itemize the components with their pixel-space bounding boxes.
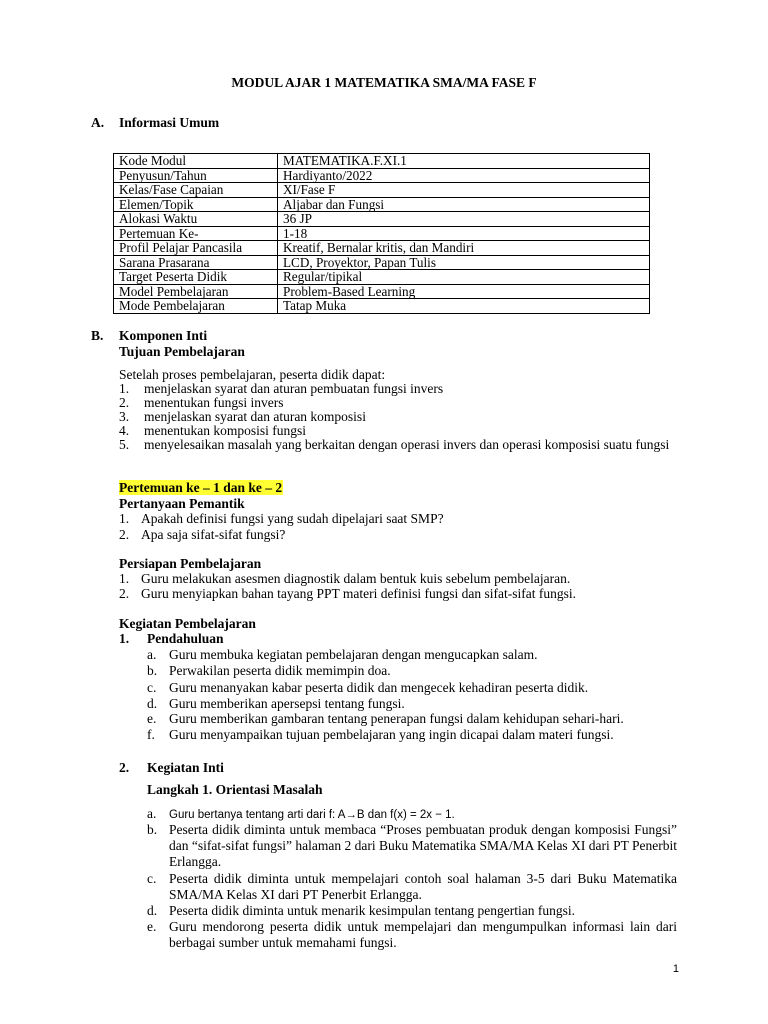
list-item: e. Guru memberikan gambaran tentang penerapan fungsi dalam kehidupan sehari-hari. (147, 711, 624, 726)
section-letter: B. (91, 328, 104, 343)
kegiatan-heading: Kegiatan Pembelajaran (119, 616, 256, 631)
list-item: 5. menyelesaikan masalah yang berkaitan dengan operasi invers dan operasi komposisi suatu fungsi (119, 437, 670, 452)
section-a-heading (91, 115, 219, 130)
table-key-cell: Target Peserta Didik (114, 270, 278, 285)
table-value-cell: Tatap Muka (278, 299, 650, 314)
tujuan-heading: Tujuan Pembelajaran (119, 344, 245, 359)
table-key-cell: Mode Pembelajaran (114, 299, 278, 314)
table-row (114, 284, 650, 299)
list-item: 1. menjelaskan syarat dan aturan pembuatan fungsi invers (119, 381, 444, 396)
list-item: 2. menentukan fungsi invers (119, 395, 284, 410)
page-number: 1 (672, 963, 679, 975)
section-title: Informasi Umum (119, 115, 220, 130)
table-key-cell: Pertemuan Ke- (114, 226, 278, 241)
info-table (113, 153, 650, 314)
list-item: d. Guru memberikan apersepsi tentang fungsi. (147, 696, 405, 711)
table-row (114, 197, 650, 212)
list-item: 1. Guru melakukan asesmen diagnostik dalam bentuk kuis sebelum pembelajaran. (119, 571, 571, 586)
list-item: b. Peserta didik diminta untuk membaca “Proses pembuatan produk dengan komposisi Fungsi” dan “sifat-sifat fungsi” halaman 2 dari Buku Matematika SMA/MA Kelas XI dari PT Penerbit Erlangga. (147, 822, 677, 869)
list-item: 3. menjelaskan syarat dan aturan komposisi (119, 409, 366, 424)
table-row (114, 168, 650, 183)
table-row (114, 241, 650, 256)
persiapan-heading: Persiapan Pembelajaran (119, 556, 262, 571)
list-item: e. Guru mendorong peserta didik untuk mempelajari dan mengumpulkan informasi lain dari berbagai sumber untuk memahami fungsi. (147, 919, 677, 950)
table-value-cell: LCD, Proyektor, Papan Tulis (278, 255, 650, 270)
table-value-cell: Regular/tipikal (278, 270, 650, 285)
langkah-heading: Langkah 1. Orientasi Masalah (147, 782, 323, 797)
list-item: c. Guru menanyakan kabar peserta didik dan mengecek kehadiran peserta didik. (147, 680, 589, 695)
table-value-cell: XI/Fase F (278, 183, 650, 198)
list-item: 4. menentukan komposisi fungsi (119, 423, 306, 438)
list-item: d. Peserta didik diminta untuk menarik kesimpulan tentang pengertian fungsi. (147, 903, 576, 918)
tujuan-intro: Setelah proses pembelajaran, peserta didik dapat: (119, 367, 386, 382)
pertemuan-label: Pertemuan ke – 1 dan ke – 2 (119, 480, 283, 495)
table-value-cell: Aljabar dan Fungsi (278, 197, 650, 212)
table-row (114, 183, 650, 198)
page-title: MODUL AJAR 1 MATEMATIKA SMA/MA FASE F (231, 75, 537, 90)
table-key-cell: Kode Modul (114, 154, 278, 169)
pendahuluan-heading: 1. Pendahuluan (119, 631, 224, 646)
table-value-cell: Hardiyanto/2022 (278, 168, 650, 183)
list-item: a. Guru bertanya tentang arti dari f: A→B dan f(x) = 2x − 1. (147, 806, 455, 821)
table-row (114, 299, 650, 314)
table-key-cell: Alokasi Waktu (114, 212, 278, 227)
table-value-cell: 1-18 (278, 226, 650, 241)
table-value-cell: 36 JP (278, 212, 650, 227)
table-value-cell: Problem-Based Learning (278, 284, 650, 299)
table-key-cell: Penyusun/Tahun (114, 168, 278, 183)
table-key-cell: Profil Pelajar Pancasila (114, 241, 278, 256)
table-row (114, 226, 650, 241)
pemantik-heading: Pertanyaan Pemantik (119, 496, 245, 511)
inti-heading: 2. Kegiatan Inti (119, 760, 224, 775)
table-key-cell: Kelas/Fase Capaian (114, 183, 278, 198)
table-row (114, 154, 650, 169)
list-item: a. Guru membuka kegiatan pembelajaran dengan mengucapkan salam. (147, 647, 538, 662)
section-letter: A. (91, 115, 105, 130)
list-item: 2. Guru menyiapkan bahan tayang PPT materi definisi fungsi dan sifat-sifat fungsi. (119, 586, 577, 601)
table-value-cell: MATEMATIKA.F.XI.1 (278, 154, 650, 169)
table-value-cell: Kreatif, Bernalar kritis, dan Mandiri (278, 241, 650, 256)
section-b-heading (91, 328, 207, 343)
table-row (114, 255, 650, 270)
table-row (114, 212, 650, 227)
section-title: Komponen Inti (119, 328, 208, 343)
list-item: 1. Apakah definisi fungsi yang sudah dipelajari saat SMP? (119, 511, 444, 526)
table-row (114, 270, 650, 285)
table-key-cell: Sarana Prasarana (114, 255, 278, 270)
table-key-cell: Model Pembelajaran (114, 284, 278, 299)
list-item: f. Guru menyampaikan tujuan pembelajaran yang ingin dicapai dalam materi fungsi. (147, 727, 614, 742)
list-item: c. Peserta didik diminta untuk mempelajari contoh soal halaman 3-5 dari Buku Matematika SMA/MA Kelas XI dari PT Penerbit Erlangga. (147, 871, 677, 902)
list-item: 2. Apa saja sifat-sifat fungsi? (119, 527, 286, 542)
list-item: b. Perwakilan peserta didik memimpin doa. (147, 663, 391, 678)
table-key-cell: Elemen/Topik (114, 197, 278, 212)
